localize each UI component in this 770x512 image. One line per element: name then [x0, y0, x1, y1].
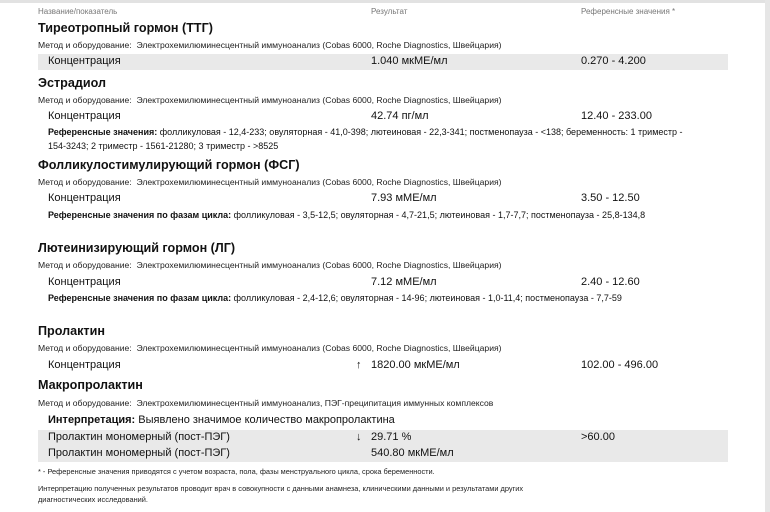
header-result: Результат	[371, 7, 408, 16]
test-title-tsh: Тиреотропный гормон (ТТГ)	[38, 21, 213, 35]
method-tsh: Метод и оборудование: Электрохемилюминесцентный иммуноанализ (Cobas 6000, Roche Diagnostics, Швейцария)	[38, 40, 502, 50]
interpretation: Интерпретация: Выявлено значимое количество макропролактина	[48, 414, 395, 426]
header-reference: Референсные значения *	[581, 7, 676, 16]
result-row-tsh	[38, 54, 728, 70]
result-value: 7.93 мМЕ/мл	[371, 192, 437, 204]
method-fsh: Метод и оборудование: Электрохемилюминесцентный иммуноанализ (Cobas 6000, Roche Diagnostics, Швейцария)	[38, 177, 502, 187]
result-row-monomeric-concentration	[38, 446, 728, 462]
reference-range: >60.00	[581, 431, 615, 443]
result-value: 29.71 %	[371, 431, 412, 443]
result-row-estradiol	[38, 109, 728, 125]
arrow-up-icon: ↑	[356, 359, 362, 371]
method-estradiol: Метод и оборудование: Электрохемилюминесцентный иммуноанализ (Cobas 6000, Roche Diagnostics, Швейцария)	[38, 95, 502, 105]
result-value: 1.040 мкМЕ/мл	[371, 55, 448, 67]
test-title-lh: Лютеинизирующий гормон (ЛГ)	[38, 241, 236, 255]
reference-range: 12.40 - 233.00	[581, 110, 652, 122]
test-title-macroprolactin: Макропролактин	[38, 378, 143, 392]
test-title-estradiol: Эстрадиол	[38, 76, 106, 90]
result-row-lh	[38, 275, 728, 291]
row-label: Концентрация	[48, 359, 121, 371]
footnote-asterisk: * - Референсные значения приводятся с учетом возраста, пола, фазы менструального цикла, срока беременности.	[38, 467, 435, 476]
method-lh: Метод и оборудование: Электрохемилюминесцентный иммуноанализ (Cobas 6000, Roche Diagnostics, Швейцария)	[38, 260, 502, 270]
result-row-prolactin	[38, 358, 728, 374]
result-row-fsh	[38, 191, 728, 207]
row-label: Концентрация	[48, 276, 121, 288]
arrow-down-icon: ↓	[356, 431, 362, 443]
page-edge	[765, 0, 770, 512]
top-border	[0, 0, 770, 3]
result-value: 540.80 мкМЕ/мл	[371, 447, 454, 459]
test-title-fsh: Фолликулостимулирующий гормон (ФСГ)	[38, 158, 300, 172]
row-label: Концентрация	[48, 192, 121, 204]
method-macroprolactin: Метод и оборудование: Электрохемилюминесцентный иммуноанализ, ПЭГ-преципитация иммунных комплексов	[38, 398, 494, 408]
result-value: 1820.00 мкМЕ/мл	[371, 359, 460, 371]
header-name: Название/показатель	[38, 7, 118, 16]
reference-range: 3.50 - 12.50	[581, 192, 640, 204]
test-title-prolactin: Пролактин	[38, 324, 105, 338]
row-label: Концентрация	[48, 55, 121, 67]
reference-note-estradiol: Референсные значения: фолликуловая - 12,4-233; овуляторная - 41,0-398; лютеиновая - 22,3-341; постменопауза - <138; беременность: 1 триместр - 154-3243; 2 триместр - 1561-21280; 3 триместр - >8525	[48, 127, 683, 151]
reference-range: 2.40 - 12.60	[581, 276, 640, 288]
reference-note-lh: Референсные значения по фазам цикла: фолликуловая - 2,4-12,6; овуляторная - 14-96; лютеиновая - 1,0-11,4; постменопауза - 7,7-59	[48, 293, 622, 303]
row-label: Концентрация	[48, 110, 121, 122]
reference-range: 0.270 - 4.200	[581, 55, 646, 67]
row-label: Пролактин мономерный (пост-ПЭГ)	[48, 431, 230, 443]
method-prolactin: Метод и оборудование: Электрохемилюминесцентный иммуноанализ (Cobas 6000, Roche Diagnostics, Швейцария)	[38, 343, 502, 353]
result-row-monomeric-percent	[38, 430, 728, 446]
reference-range: 102.00 - 496.00	[581, 359, 659, 371]
footnote-interpretation: Интерпретацию полученных результатов проводит врач в совокупности с данными анамнеза, клиническими данными и результатами других диагностических исследований.	[38, 484, 524, 504]
row-label: Пролактин мономерный (пост-ПЭГ)	[48, 447, 230, 459]
result-value: 7.12 мМЕ/мл	[371, 276, 437, 288]
reference-note-fsh: Референсные значения по фазам цикла: фолликуловая - 3,5-12,5; овуляторная - 4,7-21,5; лютеиновая - 1,7-7,7; постменопауза - 25,8-134,8	[48, 210, 646, 220]
result-value: 42.74 пг/мл	[371, 110, 429, 122]
